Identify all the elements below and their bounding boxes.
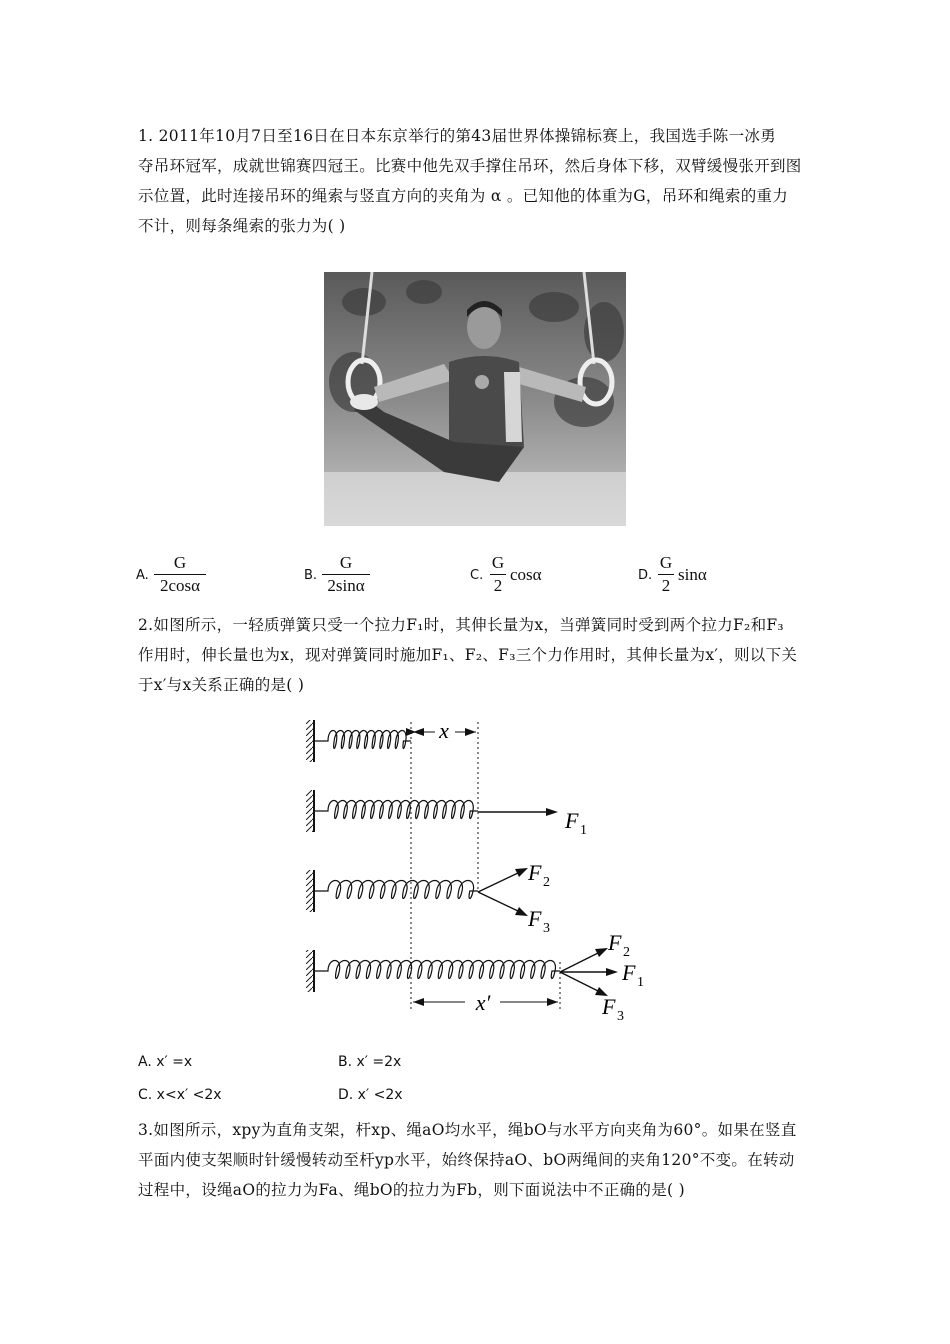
svg-text:2: 2	[543, 875, 550, 890]
fraction: G 2sinα	[322, 552, 370, 597]
q2-line: 于x′与x关系正确的是( )	[138, 676, 305, 694]
svg-text:3: 3	[543, 921, 550, 936]
option-a[interactable]	[136, 552, 256, 604]
question-3-text	[138, 1115, 814, 1205]
trig-term: sinα	[678, 565, 707, 584]
option-c[interactable]	[470, 552, 590, 604]
fraction: G 2	[491, 553, 505, 595]
spring-coil-3	[314, 881, 478, 899]
q1-options	[0, 552, 950, 604]
label-F1-a: F	[565, 808, 579, 833]
svg-text:F: F	[528, 860, 542, 885]
fraction: G 2cosα	[154, 552, 206, 597]
choice-b[interactable]: B. x′ =2x	[338, 1054, 402, 1070]
spring-coil-1	[314, 731, 411, 749]
q2-line: 2.如图所示，一轻质弹簧只受一个拉力F₁时，其伸长量为x，当弹簧同时受到两个拉力F₂和F₃	[138, 616, 784, 634]
svg-text:F: F	[622, 960, 636, 985]
option-label: D.	[638, 568, 653, 583]
option-b[interactable]	[304, 552, 424, 604]
question-1-text	[138, 121, 814, 241]
svg-text:F: F	[608, 930, 622, 955]
q1-line: 不计，则每条绳索的张力为( )	[138, 217, 346, 235]
trig-term: cosα	[510, 565, 542, 584]
spring-coil-4	[314, 961, 560, 979]
q3-line: 3.如图所示，xpy为直角支架，杆xp、绳aO均水平，绳bO与水平方向夹角为60°。如果在竖直	[138, 1121, 797, 1139]
q1-line: 夺吊环冠军，成就世锦赛四冠王。比赛中他先双手撑住吊环，然后身体下移，双臂缓慢张开到图	[138, 157, 802, 175]
q1-line: 1. 2011年10月7日至16日在日本东京举行的第43届世界体操锦标赛上，我国选手陈一冰勇	[138, 127, 776, 145]
fraction: G 2	[659, 553, 673, 595]
label-x-prime: x′	[475, 990, 491, 1015]
choice-c[interactable]: C. x<x′ <2x	[138, 1087, 222, 1103]
q2-line: 作用时，伸长量也为x，现对弹簧同时施加F₁、F₂、F₃三个力作用时，其伸长量为x′，则以下关	[138, 646, 798, 664]
option-d[interactable]	[638, 552, 758, 604]
svg-text:F: F	[602, 994, 616, 1019]
option-label: A.	[136, 568, 149, 583]
wall-group	[306, 720, 314, 992]
svg-text:2: 2	[623, 945, 630, 960]
svg-text:1: 1	[637, 975, 644, 990]
choice-d[interactable]: D. x′ <2x	[338, 1087, 403, 1103]
svg-text:1: 1	[580, 823, 587, 838]
svg-text:3: 3	[617, 1009, 624, 1022]
choice-a[interactable]: A. x′ =x	[138, 1054, 193, 1070]
question-2-text	[138, 610, 814, 700]
q3-line: 平面内使支架顺时针缓慢转动至杆yp水平，始终保持aO、bO两绳间的夹角120°不变。在转动	[138, 1151, 795, 1169]
q1-line: 示位置，此时连接吊环的绳索与竖直方向的夹角为 α 。已知他的体重为G，吊环和绳索的重力	[138, 187, 789, 205]
label-x: x	[439, 718, 449, 743]
spring-diagram	[300, 712, 660, 1022]
svg-text:F: F	[528, 906, 542, 931]
spring-coil-2	[314, 801, 478, 819]
option-label: C.	[470, 568, 484, 583]
gymnast-photo	[324, 272, 626, 526]
q3-line: 过程中，设绳aO的拉力为Fa、绳bO的拉力为Fb，则下面说法中不正确的是( )	[138, 1181, 685, 1199]
option-label: B.	[304, 568, 318, 583]
